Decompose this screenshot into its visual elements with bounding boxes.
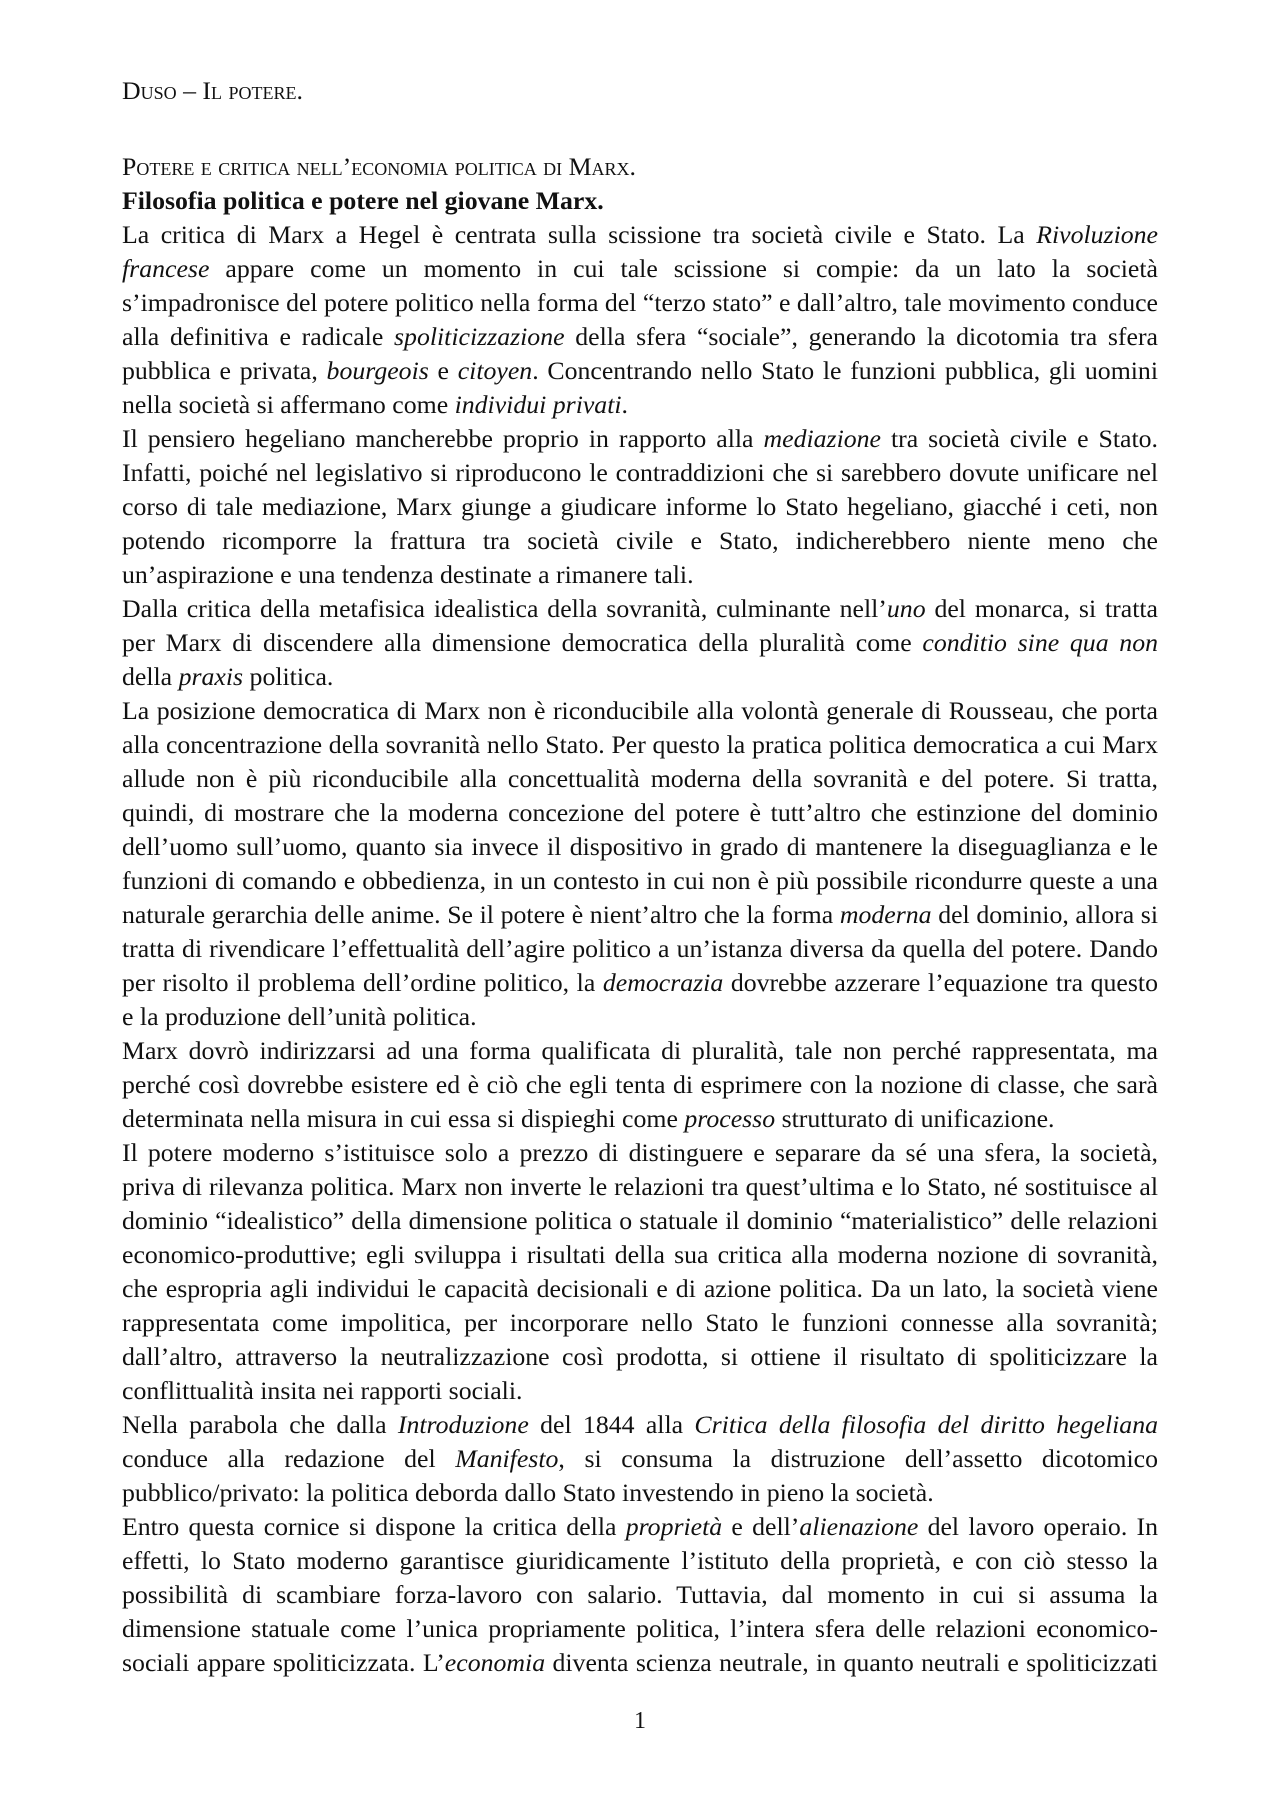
italic-run: moderna [839,900,932,929]
italic-run: Critica della filosofia del diritto hegeliana [694,1410,1158,1439]
text-run: del dominio, allora si tratta di rivendicare l’effettualità dell’agire politico a un’istanza diversa da quella del potere. Dando per risolto il problema dell’ordine politico, la [122,900,1159,997]
text-run: La critica di Marx a Hegel è centrata sulla scissione tra società civile e Stato. La [122,220,1037,249]
text-run: tra società civile e Stato. Infatti, poiché nel legislativo si riproducono le contraddizioni che si sarebbero dovute unificare nel corso di tale mediazione, Marx giunge a giudicare informe lo Stato hegeliano, giacché i ceti, non potendo ricomporre la frattura tra società civile e Stato, indicherebbero niente meno che un’aspirazione e una tendenza destinate a rimanere tali. [122,424,1158,589]
italic-run: spoliticizzazione [394,322,565,351]
main-text [122,150,1158,1680]
italic-run: proprietà [625,1512,723,1541]
text-run: conduce alla redazione del [122,1444,456,1473]
paragraph-5 [122,1034,1158,1136]
text-run: Dalla critica della metafisica idealistica della sovranità, culminante nell’ [122,594,887,623]
text-run: . [621,390,628,419]
italic-run: alienazione [799,1512,919,1541]
paragraph-2 [122,422,1158,592]
italic-run: Introduzione [397,1410,529,1439]
italic-run: mediazione [763,424,881,453]
text-run: strutturato di unificazione. [775,1104,1055,1133]
text-run: e [428,356,458,385]
text-run: Il pensiero hegeliano mancherebbe proprio in rapporto alla [122,424,764,453]
italic-run: economia [444,1648,546,1677]
text-run: Il potere moderno s’istituisce solo a prezzo di distinguere e separare da sé una sfera, la società, priva di rilevanza politica. Marx non inverte le relazioni tra quest’ultima e lo Stato, né sostituisce al dominio “idealistico” della dimensione politica o statuale il dominio “materialistico” delle relazioni economico-produttive; egli sviluppa i risultati della sua critica alla moderna nozione di sovranità, che espropria agli individui le capacità decisionali e di azione politica. Da un lato, la società viene rappresentata come impolitica, per incorporare nello Stato le funzioni connesse alla sovranità; dall’altro, attraverso la neutralizzazione così prodotta, si ottiene il risultato di spoliticizzare la conflittualità insita nei rapporti sociali. [122,1138,1158,1405]
text-run: del monarca, si tratta per Marx di discendere alla dimensione democratica della pluralità come [122,594,1158,657]
italic-run: bourgeois [326,356,429,385]
text-run: del lavoro operaio. In effetti, lo Stato moderno garantisce giuridicamente l’istituto della proprietà, e con ciò stesso la possibilità di scambiare forza-lavoro con salario. Tuttavia, dal momento in cui si assuma la dimensione statuale come l’unica propriamente politica, l’intera sfera delle relazioni economico-sociali appare spoliticizzata. L’ [122,1512,1158,1677]
text-run: Nella parabola che dalla [122,1410,398,1439]
text-run: dovrebbe azzerare l’equazione tra questo e la produzione dell’unità politica. [122,968,1158,1031]
paragraph-6 [122,1136,1158,1408]
paragraph-7 [122,1408,1158,1510]
italic-run: individui privati [454,390,622,419]
text-run: della [122,662,179,691]
italic-run: conditio sine qua non [922,628,1158,657]
text-run: appare come un momento in cui tale scissione si compie: da un lato la società s’impadronisce del potere politico nella forma del “terzo stato” e dall’altro, tale movimento conduce alla definitiva e radicale [122,254,1158,351]
italic-run: processo [684,1104,776,1133]
subsection-title: Filosofia politica e potere nel giovane Marx. [122,186,604,215]
text-run: della sfera “sociale”, generando la dicotomia tra sfera pubblica e privata, [122,322,1158,385]
running-head: Duso – Il potere. [122,76,303,105]
italic-run: praxis [178,662,244,691]
text-run: , si consuma la distruzione dell’assetto dicotomico pubblico/privato: la politica deborda dallo Stato investendo in pieno la società. [122,1444,1158,1507]
italic-run: Rivoluzione francese [122,220,1158,283]
text-run: La posizione democratica di Marx non è riconducibile alla volontà generale di Rousseau, che porta alla concentrazione della sovranità nello Stato. Per questo la pratica politica democratica a cui Marx allude non è più riconducibile alla concettualità moderna della sovranità e del potere. Si tratta, quindi, di mostrare che la moderna concezione del potere è tutt’altro che estinzione del dominio dell’uomo sull’uomo, quanto sia invece il dispositivo in grado di mantenere la diseguaglianza e le funzioni di comando e obbedienza, in un contesto in cui non è più possibile ricondurre queste a una naturale gerarchia delle anime. Se il potere è nient’altro che la forma [122,696,1158,929]
text-run: e dell’ [722,1512,800,1541]
text-run: . Concentrando nello Stato le funzioni pubblica, gli uomini nella società si affermano come [122,356,1158,419]
text-run: del 1844 alla [528,1410,695,1439]
paragraph-1 [122,218,1158,422]
paragraph-4 [122,694,1158,1034]
text-run: Entro questa cornice si dispone la critica della [122,1512,626,1541]
section-title: Potere e critica nell’economia politica di Marx. [122,152,636,181]
italic-run: uno [886,594,926,623]
page-number: 1 [634,1708,646,1734]
text-run: diventa scienza neutrale, in quanto neutrali e spoliticizzati [545,1648,1158,1677]
italic-run: democrazia [602,968,724,997]
text-run: Marx dovrò indirizzarsi ad una forma qualificata di pluralità, tale non perché rappresentata, ma perché così dovrebbe esistere ed è ciò che egli tenta di esprimere con la nozione di classe, che sarà determinata nella misura in cui essa si dispieghi come [122,1036,1158,1133]
paragraph-8 [122,1510,1158,1680]
italic-run: Manifesto [455,1444,559,1473]
text-run: politica. [243,662,334,691]
italic-run: citoyen [457,356,533,385]
paragraph-3 [122,592,1158,694]
